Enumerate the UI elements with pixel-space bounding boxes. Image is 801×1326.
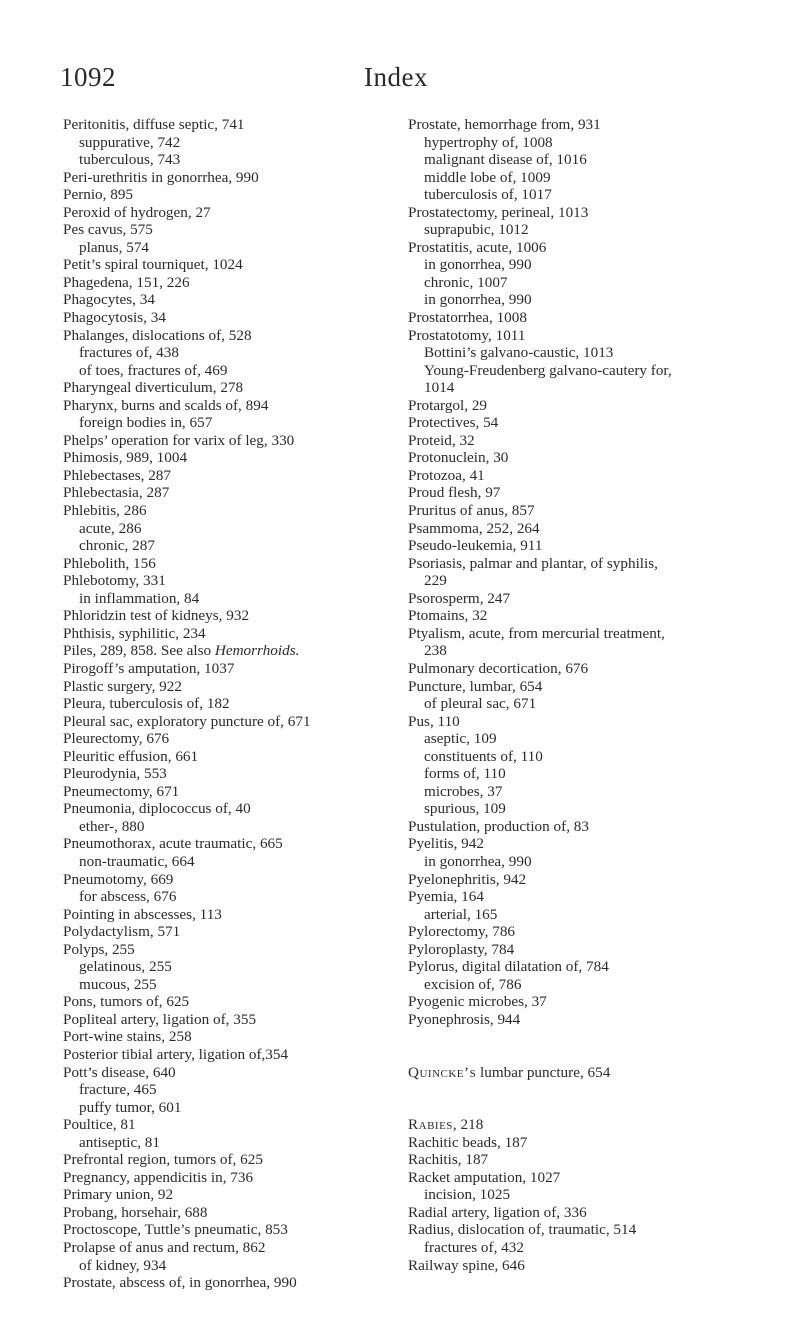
index-entry-text: Prostate, abscess of, in gonorrhea, 990 (63, 1274, 297, 1292)
index-entry-text: Pneumotomy, 669 (63, 870, 174, 888)
index-entry-text: Puncture, lumbar, 654 (408, 677, 543, 695)
index-entry (63, 432, 393, 450)
index-entry-text: lumbar puncture, 654 (476, 1063, 611, 1081)
index-entry-text: fractures of, 438 (79, 344, 179, 362)
index-entry (63, 713, 393, 731)
index-entry-text: Pes cavus, 575 (63, 221, 153, 239)
index-entry (63, 484, 393, 502)
index-entry-continuation (408, 379, 758, 397)
index-subentry (63, 134, 393, 152)
index-entry (63, 748, 393, 766)
index-entry-text: Piles, 289, 858. See also (63, 642, 215, 660)
index-entry-text: Pruritus of anus, 857 (408, 502, 535, 520)
index-entry-text: in gonorrhea, 990 (424, 291, 532, 309)
index-entry-text: Phagocytes, 34 (63, 291, 155, 309)
index-entry-text: microbes, 37 (424, 782, 503, 800)
index-subentry (408, 853, 758, 871)
index-entry-text: Port-wine stains, 258 (63, 1028, 192, 1046)
index-subentry (408, 274, 758, 292)
index-entry (63, 555, 393, 573)
index-entry-text: Pulmonary decortication, 676 (408, 659, 589, 677)
index-entry (63, 572, 393, 590)
index-subentry (63, 888, 393, 906)
index-entry (63, 1186, 393, 1204)
index-entry (63, 291, 393, 309)
index-entry-continuation (408, 642, 758, 660)
index-entry (408, 871, 758, 889)
index-entry (408, 1116, 758, 1134)
index-entry (63, 327, 393, 345)
index-entry-text: fractures of, 432 (424, 1239, 524, 1256)
index-entry (63, 379, 393, 397)
index-subentry (63, 239, 393, 257)
index-entry-text: Pyelitis, 942 (408, 835, 484, 853)
index-entry (63, 274, 393, 292)
index-entry (63, 835, 393, 853)
index-entry-text: Proud flesh, 97 (408, 484, 501, 502)
index-entry-text: Prostatitis, acute, 1006 (408, 238, 547, 256)
index-subentry (408, 221, 758, 239)
index-subentry (408, 291, 758, 309)
index-entry-text: Pyogenic microbes, 37 (408, 993, 547, 1011)
index-subentry (63, 344, 393, 362)
index-entry-text: Radial artery, ligation of, 336 (408, 1203, 587, 1221)
index-entry-text: Pott’s disease, 640 (63, 1063, 176, 1081)
index-entry-text: suprapubic, 1012 (424, 221, 529, 239)
index-entry (63, 871, 393, 889)
index-entry-text: Phelps’ operation for varix of leg, 330 (63, 431, 295, 449)
index-subentry (63, 1081, 393, 1099)
index-entry (63, 186, 393, 204)
index-entry-text: Proteid, 32 (408, 431, 475, 449)
index-subentry (408, 1186, 758, 1204)
index-entry (63, 1151, 393, 1169)
index-entry (408, 414, 758, 432)
index-entry-text: Pleura, tuberculosis of, 182 (63, 695, 230, 713)
page-number: 1092 (60, 62, 116, 92)
index-entry-text: Poultice, 81 (63, 1116, 136, 1134)
index-entry (63, 221, 393, 239)
index-entry (408, 993, 758, 1011)
index-spacer (408, 1081, 758, 1099)
index-entry (408, 1257, 758, 1275)
index-entry-text: non-traumatic, 664 (79, 852, 195, 870)
index-entry (408, 1204, 758, 1222)
index-entry (408, 625, 758, 643)
index-subentry (63, 537, 393, 555)
index-entry-text: tuberculous, 743 (79, 151, 181, 169)
index-entry (63, 116, 393, 134)
index-entry-text: Pleural sac, exploratory puncture of, 671 (63, 712, 311, 730)
index-entry-text: Prostate, hemorrhage from, 931 (408, 116, 601, 133)
index-entry (408, 818, 758, 836)
index-entry-text: Psorosperm, 247 (408, 589, 511, 607)
index-entry (63, 765, 393, 783)
index-letter-head: Quincke’s (408, 1063, 477, 1081)
index-entry (63, 1064, 393, 1082)
index-entry-text: Pharyngeal diverticulum, 278 (63, 379, 244, 397)
page-title: Index (364, 62, 428, 92)
index-entry (63, 660, 393, 678)
index-subentry (408, 1239, 758, 1257)
index-subentry (408, 344, 758, 362)
index-entry-text: Young-Freudenberg galvano-cautery for, (424, 361, 672, 379)
index-subentry (408, 730, 758, 748)
index-entry-text: Prostatectomy, perineal, 1013 (408, 203, 589, 221)
index-entry-text: Phlebectasia, 287 (63, 484, 170, 502)
index-entry (408, 520, 758, 538)
index-entry (63, 1221, 393, 1239)
index-entry (63, 1028, 393, 1046)
index-subentry (408, 256, 758, 274)
index-subentry (63, 958, 393, 976)
index-entry (63, 1116, 393, 1134)
index-entry-text: middle lobe of, 1009 (424, 168, 551, 186)
index-subentry (408, 906, 758, 924)
index-entry (63, 800, 393, 818)
index-entry-text: Phalanges, dislocations of, 528 (63, 326, 252, 344)
index-entry-text: Pylorectomy, 786 (408, 923, 516, 941)
index-entry-text: in gonorrhea, 990 (424, 852, 532, 870)
index-entry (63, 449, 393, 467)
index-subentry (63, 151, 393, 169)
index-entry-text: Railway spine, 646 (408, 1256, 525, 1274)
index-entry-text: hypertrophy of, 1008 (424, 133, 553, 151)
index-subentry (63, 590, 393, 608)
index-spacer (408, 1099, 758, 1117)
index-entry-text: Ptyalism, acute, from mercurial treatment, (408, 624, 665, 642)
index-entry (408, 484, 758, 502)
index-entry-text: suppurative, 742 (79, 133, 181, 151)
index-entry-text: Pyonephrosis, 944 (408, 1010, 521, 1028)
index-entry-text: Polyps, 255 (63, 940, 135, 958)
index-subentry (408, 976, 758, 994)
index-entry (63, 941, 393, 959)
index-subentry (408, 765, 758, 783)
index-entry-text: Bottini’s galvano-caustic, 1013 (424, 344, 614, 362)
index-entry (63, 1046, 393, 1064)
index-subentry (408, 134, 758, 152)
index-entry-text: puffy tumor, 601 (79, 1098, 182, 1116)
index-entry-text: Phagedena, 151, 226 (63, 273, 190, 291)
index-entry-text: forms of, 110 (424, 765, 506, 783)
index-subentry (408, 169, 758, 187)
index-entry-text: Pharynx, burns and scalds of, 894 (63, 396, 269, 414)
index-entry-text: chronic, 1007 (424, 273, 508, 291)
index-entry-text: mucous, 255 (79, 975, 157, 993)
index-subentry (63, 818, 393, 836)
index-entry-text: Protonuclein, 30 (408, 449, 509, 467)
index-entry-text: Ptomains, 32 (408, 607, 488, 625)
index-entry-text: Pyloroplasty, 784 (408, 940, 515, 958)
index-entry-text: Phagocytosis, 34 (63, 309, 166, 327)
index-entry-text: Psammoma, 252, 264 (408, 519, 540, 537)
index-entry-text: Pneumothorax, acute traumatic, 665 (63, 835, 283, 853)
index-entry-text: planus, 574 (79, 238, 150, 256)
index-entry-text: Posterior tibial artery, ligation of,354 (63, 1045, 289, 1063)
index-entry (63, 1204, 393, 1222)
index-entry-text: Phimosis, 989, 1004 (63, 449, 188, 467)
index-entry-text: foreign bodies in, 657 (79, 414, 213, 432)
index-entry-text: Proctoscope, Tuttle’s pneumatic, 853 (63, 1221, 288, 1239)
index-entry-text: Pointing in abscesses, 113 (63, 905, 222, 923)
index-entry-text: of toes, fractures of, 469 (79, 361, 228, 379)
index-entry (408, 116, 758, 134)
index-entry (408, 432, 758, 450)
index-entry-text: , 218 (452, 1116, 484, 1134)
index-entry (408, 239, 758, 257)
index-entry-text: Racket amputation, 1027 (408, 1168, 561, 1186)
index-entry (408, 1151, 758, 1169)
index-entry-text: arterial, 165 (424, 905, 498, 923)
index-subentry (408, 186, 758, 204)
index-subentry (63, 362, 393, 380)
index-entry (408, 607, 758, 625)
index-entry-text: Pneumonia, diplococcus of, 40 (63, 800, 251, 818)
index-entry-text: Peri-urethritis in gonorrhea, 990 (63, 168, 259, 186)
index-entry (408, 958, 758, 976)
index-spacer (408, 1046, 758, 1064)
index-letter-head: Rabies (408, 1116, 453, 1134)
index-entry (408, 555, 758, 573)
index-subentry (63, 1134, 393, 1152)
index-subentry (408, 151, 758, 169)
index-entry (408, 327, 758, 345)
index-subentry (63, 520, 393, 538)
index-entry-text: chronic, 287 (79, 537, 155, 555)
index-subentry (408, 748, 758, 766)
cross-reference: Hemorrhoids. (214, 642, 300, 660)
index-entry (63, 607, 393, 625)
index-entry-text: of pleural sac, 671 (424, 695, 537, 713)
index-entry (408, 397, 758, 415)
index-entry-text: tuberculosis of, 1017 (424, 186, 552, 204)
index-entry (408, 449, 758, 467)
index-entry (63, 695, 393, 713)
index-subentry (408, 695, 758, 713)
index-entry-text: Pirogoff’s amputation, 1037 (63, 659, 235, 677)
index-entry (408, 1221, 758, 1239)
index-entry (63, 923, 393, 941)
index-subentry (63, 414, 393, 432)
index-entry (63, 204, 393, 222)
index-entry-text: Radius, dislocation of, traumatic, 514 (408, 1221, 637, 1239)
index-entry-text: Prostatorrhea, 1008 (408, 309, 527, 327)
index-entry-text: Pleurectomy, 676 (63, 730, 170, 748)
index-entry-text: Pneumectomy, 671 (63, 782, 180, 800)
index-subentry (63, 976, 393, 994)
index-entry-text: Phlebotomy, 331 (63, 572, 166, 590)
index-subentry (63, 1099, 393, 1117)
index-entry (63, 625, 393, 643)
index-entry (408, 923, 758, 941)
index-entry-text: acute, 286 (79, 519, 142, 537)
index-entry-text: 238 (424, 642, 447, 660)
index-entry-text: Psoriasis, palmar and plantar, of syphilis, (408, 554, 658, 572)
index-entry-text: Prolapse of anus and rectum, 862 (63, 1239, 266, 1256)
index-entry-text: Pyemia, 164 (408, 888, 484, 906)
index-entry-text: Petit’s spiral tourniquet, 1024 (63, 256, 243, 274)
index-entry-text: spurious, 109 (424, 800, 506, 818)
index-entry (408, 1011, 758, 1029)
index-entry-text: Pylorus, digital dilatation of, 784 (408, 958, 609, 976)
index-entry-text: fracture, 465 (79, 1081, 157, 1099)
index-entry-text: Pernio, 895 (63, 186, 134, 204)
index-entry (408, 590, 758, 608)
index-entry-text: Protectives, 54 (408, 414, 499, 432)
index-entry-text: constituents of, 110 (424, 747, 543, 765)
index-entry-text: Rachitic beads, 187 (408, 1133, 528, 1151)
index-entry-text: 1014 (424, 379, 455, 397)
index-entry (63, 642, 393, 660)
index-entry-text: Rachitis, 187 (408, 1151, 489, 1169)
index-entry-continuation (408, 572, 758, 590)
index-entry-text: Pseudo-leukemia, 911 (408, 537, 543, 555)
index-entry (63, 1274, 393, 1292)
index-entry-text: Prostatotomy, 1011 (408, 326, 526, 344)
index-entry (63, 1239, 393, 1257)
index-entry-text: Phlebectases, 287 (63, 466, 171, 484)
index-entry-text: Peritonitis, diffuse septic, 741 (63, 116, 245, 133)
index-entry-text: in gonorrhea, 990 (424, 256, 532, 274)
index-column-left (63, 116, 393, 1292)
index-entry-text: Phloridzin test of kidneys, 932 (63, 607, 250, 625)
index-entry (408, 941, 758, 959)
index-entry-text: Probang, horsehair, 688 (63, 1203, 208, 1221)
index-spacer (408, 1028, 758, 1046)
index-entry-text: aseptic, 109 (424, 730, 497, 748)
index-entry (408, 678, 758, 696)
index-entry-text: Pons, tumors of, 625 (63, 993, 190, 1011)
index-entry-text: Pus, 110 (408, 712, 460, 730)
index-entry (63, 678, 393, 696)
index-entry-text: Popliteal artery, ligation of, 355 (63, 1010, 257, 1028)
index-entry (408, 660, 758, 678)
index-entry-text: Primary union, 92 (63, 1186, 174, 1204)
index-entry (63, 256, 393, 274)
index-entry (63, 502, 393, 520)
index-entry (63, 730, 393, 748)
index-entry (408, 537, 758, 555)
index-entry-text: Pleuritic effusion, 661 (63, 747, 199, 765)
index-entry (63, 993, 393, 1011)
index-subentry (408, 783, 758, 801)
index-entry-text: excision of, 786 (424, 975, 522, 993)
index-entry-text: malignant disease of, 1016 (424, 151, 587, 169)
index-entry-text: in inflammation, 84 (79, 589, 200, 607)
index-entry (408, 467, 758, 485)
index-entry (63, 783, 393, 801)
index-entry-text: Phlebitis, 286 (63, 502, 147, 520)
index-entry (408, 502, 758, 520)
index-entry-text: gelatinous, 255 (79, 958, 172, 976)
index-column-right (408, 116, 758, 1274)
index-entry-text: Protozoa, 41 (408, 466, 485, 484)
index-entry-text: antiseptic, 81 (79, 1133, 160, 1151)
index-entry (408, 1064, 758, 1082)
index-entry (408, 713, 758, 731)
index-entry-text: 229 (424, 572, 447, 590)
index-subentry (408, 800, 758, 818)
index-entry-text: Polydactylism, 571 (63, 923, 181, 941)
index-subentry (408, 362, 758, 380)
index-entry-text: Protargol, 29 (408, 396, 488, 414)
index-entry-text: Pyelonephritis, 942 (408, 870, 527, 888)
index-entry (63, 467, 393, 485)
index-entry (408, 835, 758, 853)
index-subentry (63, 1257, 393, 1275)
index-entry (408, 309, 758, 327)
index-entry (63, 309, 393, 327)
index-entry-text: Pregnancy, appendicitis in, 736 (63, 1168, 254, 1186)
index-entry (408, 888, 758, 906)
index-entry-text: Peroxid of hydrogen, 27 (63, 203, 211, 221)
index-entry-text: of kidney, 934 (79, 1256, 167, 1274)
index-entry-text: for abscess, 676 (79, 888, 177, 906)
index-entry-text: Prefrontal region, tumors of, 625 (63, 1151, 263, 1169)
index-entry (408, 1169, 758, 1187)
index-entry-text: ether-, 880 (79, 817, 145, 835)
index-entry-text: Phlebolith, 156 (63, 554, 156, 572)
index-subentry (63, 853, 393, 871)
index-entry-text: Plastic surgery, 922 (63, 677, 182, 695)
index-entry (63, 906, 393, 924)
index-entry (63, 169, 393, 187)
index-entry-text: incision, 1025 (424, 1186, 511, 1204)
index-entry (63, 1169, 393, 1187)
index-entry-text: Phthisis, syphilitic, 234 (63, 624, 206, 642)
index-entry-text: Pleurodynia, 553 (63, 765, 167, 783)
index-entry-text: Pustulation, production of, 83 (408, 817, 589, 835)
index-entry (408, 204, 758, 222)
index-entry (408, 1134, 758, 1152)
index-entry (63, 397, 393, 415)
index-entry (63, 1011, 393, 1029)
